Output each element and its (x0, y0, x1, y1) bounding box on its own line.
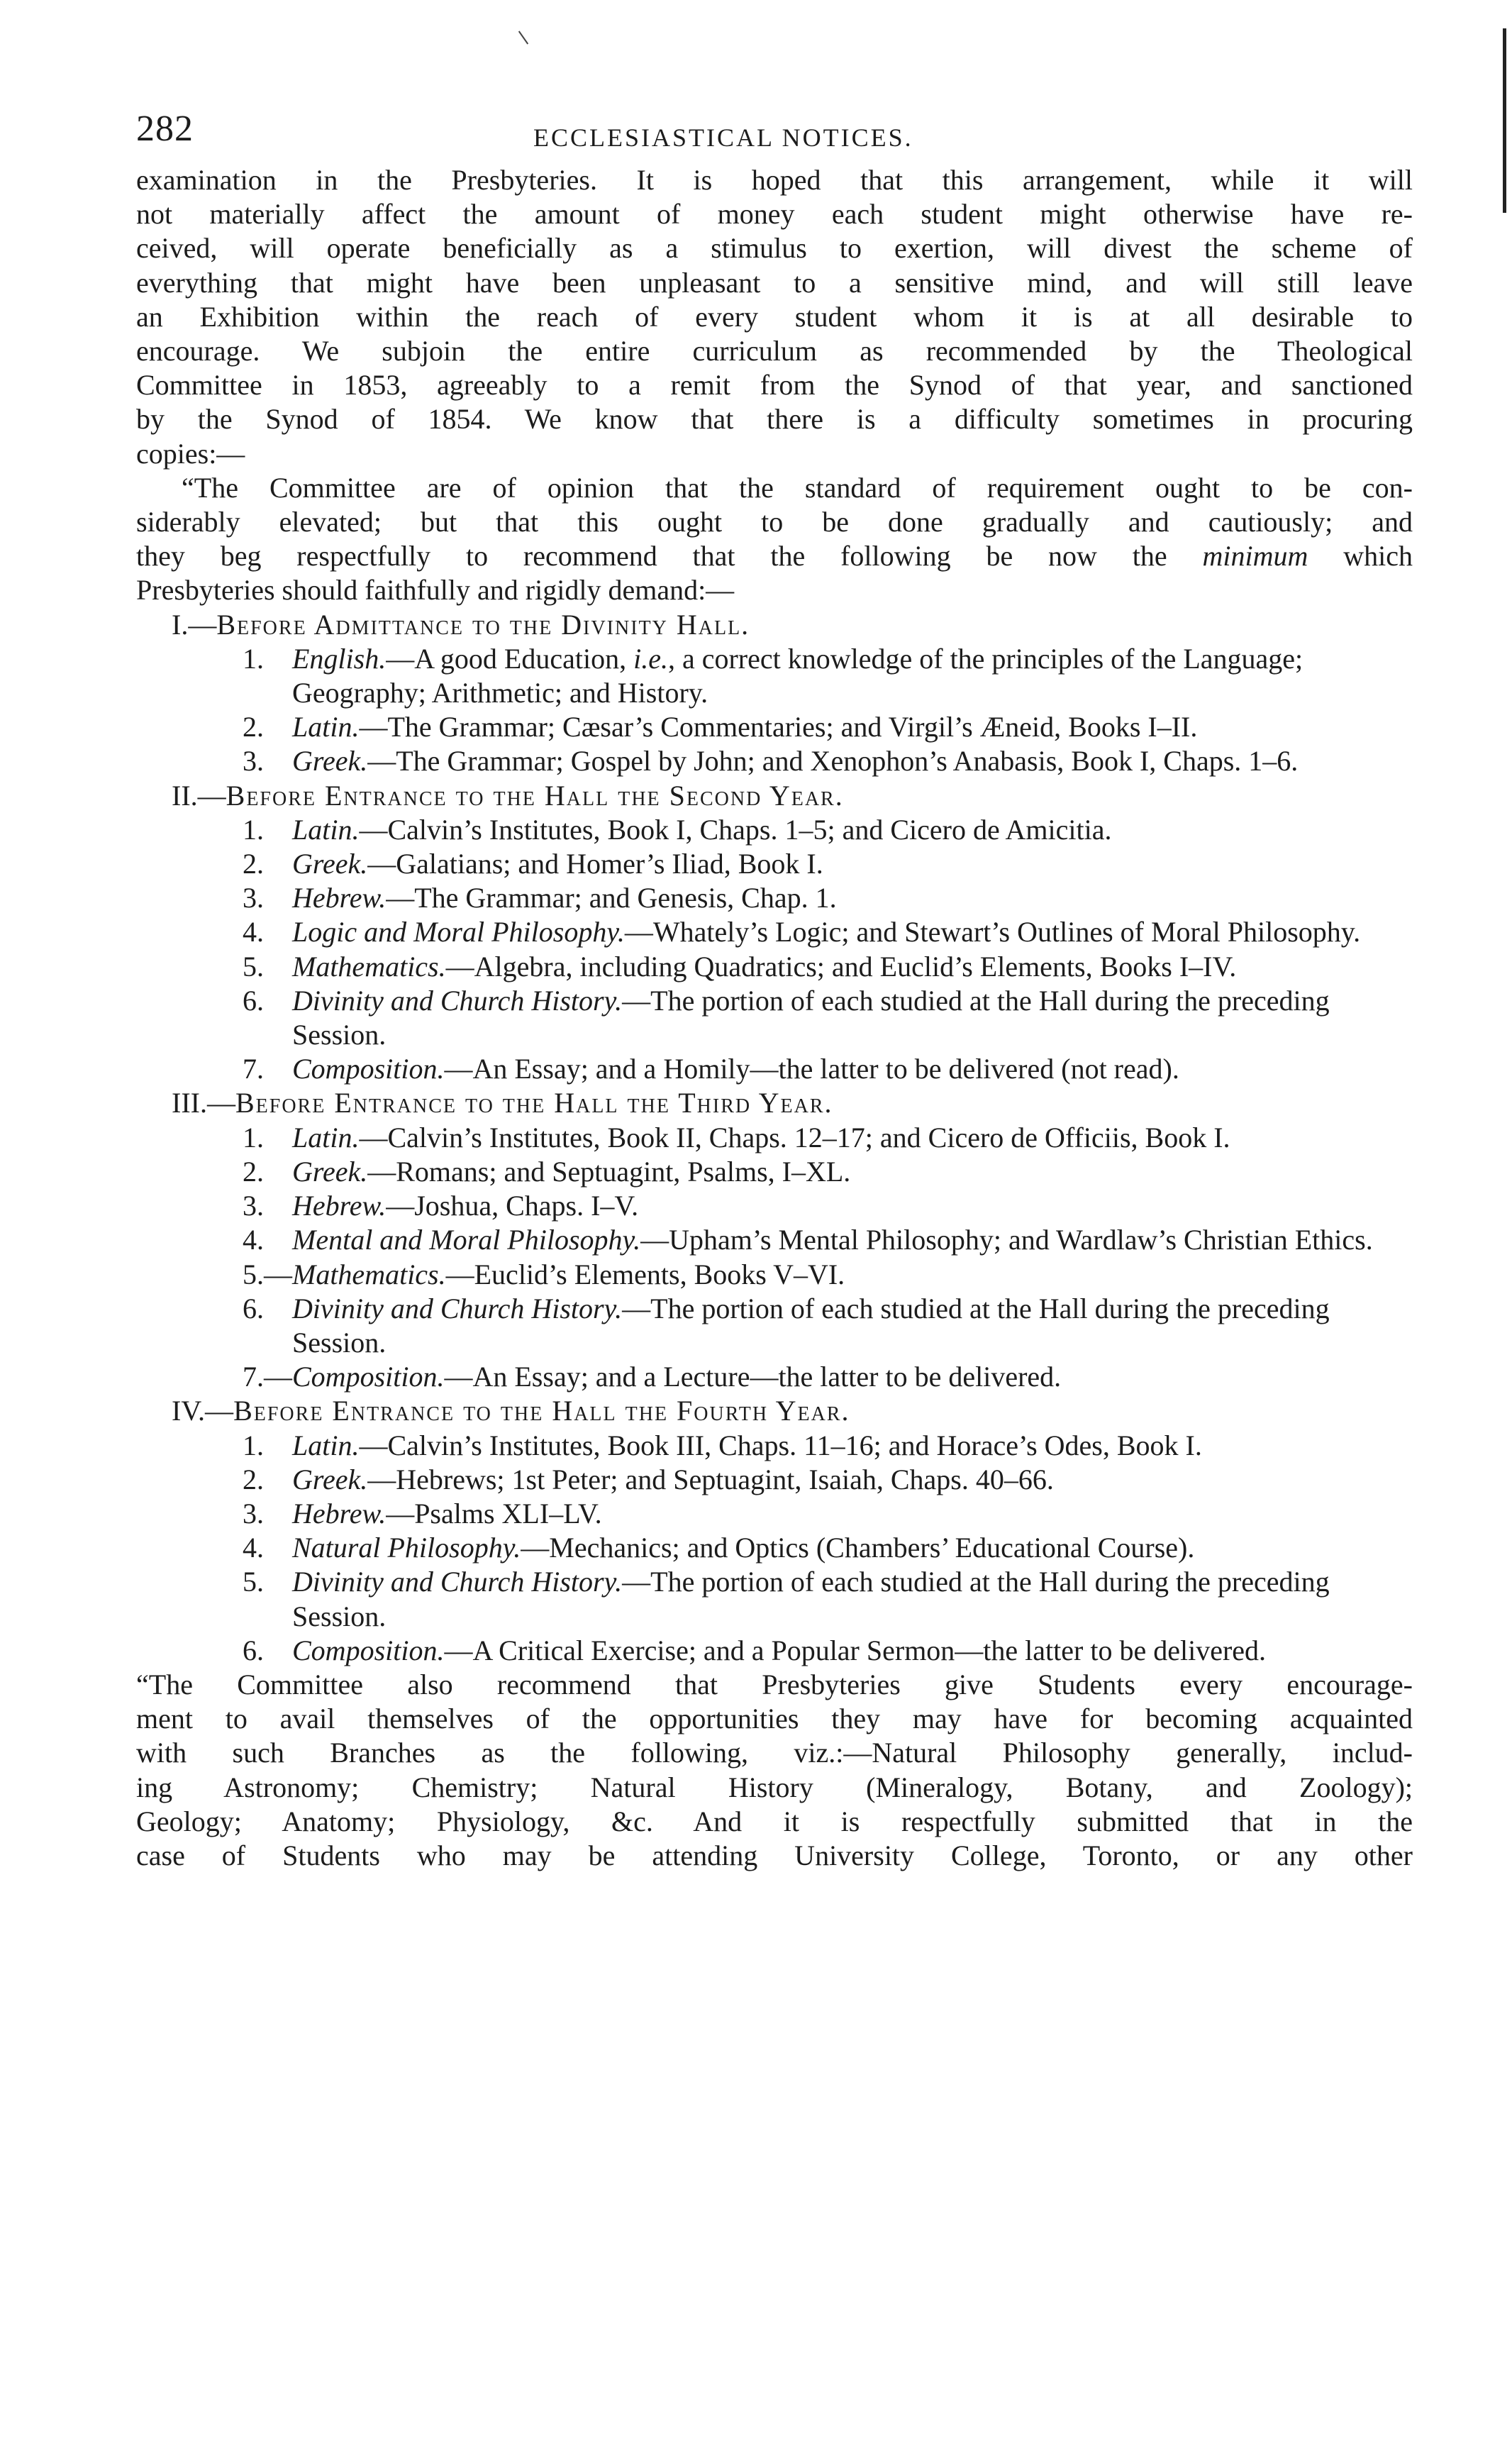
curriculum-item (136, 847, 1413, 881)
item-text: —An Essay; and a Homily—the latter to be delivered (not read). (444, 1053, 1179, 1085)
section-heading (136, 1086, 1413, 1120)
item-number: 4. (243, 1532, 264, 1564)
item-body (292, 1497, 1413, 1531)
item-subject: Mental and Moral Philosophy. (292, 1224, 641, 1256)
page-number: 282 (136, 109, 194, 149)
item-body (292, 1189, 1413, 1223)
curriculum-item (136, 915, 1413, 949)
section-numeral: II.— (172, 779, 226, 812)
item-body (292, 1052, 1413, 1086)
item-subject: Composition. (292, 1361, 445, 1393)
quote-line-text: which (1308, 540, 1413, 572)
quote-line (136, 539, 1413, 573)
item-body (292, 1258, 1413, 1292)
item-subject: Latin. (292, 711, 360, 743)
intro-line: an Exhibition within the reach of every student whom it is at all desirable to (136, 300, 1413, 333)
item-number: 6. (243, 1292, 264, 1324)
curriculum-item (136, 1565, 1413, 1633)
item-body (292, 1429, 1413, 1463)
item-body (292, 881, 1413, 915)
section-title: Before Admittance to the Divinity Hall. (216, 608, 750, 641)
item-text: —Whately’s Logic; and Stewart’s Outlines of Moral Philosophy. (624, 916, 1361, 948)
item-body (292, 1531, 1413, 1565)
curriculum-item (136, 1189, 1413, 1223)
closing-line: “The Committee also recommend that Presbyteries give Students every encourage- (136, 1668, 1413, 1700)
item-number: 2. (243, 1155, 264, 1188)
curriculum-item (136, 1463, 1413, 1497)
curriculum-item (136, 642, 1413, 710)
item-number: 5. (243, 950, 264, 983)
item-number: 3. (243, 1497, 264, 1529)
closing-line: case of Students who may be attending University College, Toronto, or any other (136, 1839, 1413, 1871)
curriculum-sections (136, 608, 1413, 1668)
closing-line: Geology; Anatomy; Physiology, &c. And it is respectfully submitted that in the (136, 1805, 1413, 1837)
item-subject: Latin. (292, 1121, 360, 1153)
item-subject: Divinity and Church History. (292, 1566, 623, 1598)
item-text: —Calvin’s Institutes, Book II, Chaps. 12–17; and Cicero de Officiis, Book I. (359, 1121, 1230, 1153)
item-body (292, 1223, 1413, 1257)
section-numeral: IV.— (172, 1395, 234, 1427)
item-body (292, 1565, 1413, 1633)
item-text: —The portion of each studied at the Hall during the preceding Session. (292, 1292, 1330, 1359)
item-text: —Romans; and Septuagint, Psalms, I–XL. (367, 1155, 851, 1188)
item-subject: Greek. (292, 745, 368, 778)
curriculum-item (136, 1634, 1413, 1668)
running-title: ECCLESIASTICAL NOTICES. (533, 123, 913, 152)
item-subject: Greek. (292, 1463, 368, 1495)
item-text: —Joshua, Chaps. I–V. (386, 1190, 639, 1222)
item-number: 3. (243, 1190, 264, 1222)
section-heading (136, 608, 1413, 642)
section-title: Before Entrance to the Hall the Third Year. (235, 1087, 833, 1119)
item-text: —Euclid’s Elements, Books V–VI. (445, 1258, 845, 1290)
curriculum-item (136, 984, 1413, 1052)
item-body (292, 744, 1413, 778)
item-body (292, 950, 1413, 984)
item-number: 3. (243, 745, 264, 778)
item-text: —The Grammar; Cæsar’s Commentaries; and Virgil’s Æneid, Books I–II. (359, 711, 1198, 743)
item-subject: Mathematics. (292, 1258, 446, 1290)
item-subject: Hebrew. (292, 1190, 387, 1222)
item-subject: Hebrew. (292, 882, 387, 914)
document-page (136, 106, 1413, 1873)
item-body (292, 642, 1413, 710)
curriculum-item (136, 1223, 1413, 1257)
section-numeral: I.— (172, 608, 217, 641)
closing-line: ing Astronomy; Chemistry; Natural History (Mineralogy, Botany, and Zoology); (136, 1771, 1413, 1803)
item-number: 1. (243, 642, 264, 675)
intro-line: Committee in 1853, agreeably to a remit from the Synod of that year, and sanctioned (136, 369, 1413, 402)
section-heading (136, 779, 1413, 813)
item-text: —The Grammar; Gospel by John; and Xenophon’s Anabasis, Book I, Chaps. 1–6. (367, 745, 1299, 778)
item-number: 7.— (243, 1361, 292, 1393)
item-body (292, 1155, 1413, 1189)
intro-line: encourage. We subjoin the entire curriculum as recommended by the Theological (136, 335, 1413, 367)
curriculum-item (136, 744, 1413, 778)
curriculum-item (136, 1497, 1413, 1531)
closing-line: ment to avail themselves of the opportunities they may have for becoming acquainted (136, 1703, 1413, 1735)
item-subject: Logic and Moral Philosophy. (292, 916, 625, 948)
ink-mark (518, 31, 528, 44)
closing-paragraph (136, 1668, 1413, 1873)
curriculum-item (136, 1531, 1413, 1565)
item-number: 4. (243, 1224, 264, 1256)
intro-paragraph (136, 163, 1413, 471)
item-subject: Natural Philosophy. (292, 1532, 521, 1564)
item-subject: Latin. (292, 813, 360, 846)
intro-line: by the Synod of 1854. We know that there is a difficulty sometimes in procuring (136, 403, 1413, 436)
curriculum-item (136, 813, 1413, 847)
item-body (292, 710, 1413, 744)
item-number: 1. (243, 1121, 264, 1153)
item-subject: Greek. (292, 848, 368, 880)
item-text: —Hebrews; 1st Peter; and Septuagint, Isaiah, Chaps. 40–66. (367, 1463, 1054, 1495)
curriculum-item (136, 1360, 1413, 1394)
item-body (292, 1121, 1413, 1155)
item-subject: Composition. (292, 1634, 445, 1666)
curriculum-item (136, 1429, 1413, 1463)
item-number: 2. (243, 848, 264, 880)
item-body (292, 1292, 1413, 1360)
item-body (292, 813, 1413, 847)
curriculum-item (136, 881, 1413, 915)
section-numeral: III.— (172, 1087, 235, 1119)
item-number: 6. (243, 984, 264, 1017)
item-subject: Mathematics. (292, 950, 446, 983)
item-number: 5. (243, 1566, 264, 1598)
item-body (292, 847, 1413, 881)
item-subject: English. (292, 642, 387, 675)
page-header (136, 106, 1413, 163)
item-text: —A Critical Exercise; and a Popular Sermon—the latter to be delivered. (444, 1634, 1267, 1666)
item-text: —Calvin’s Institutes, Book I, Chaps. 1–5; and Cicero de Amicitia. (359, 813, 1112, 846)
item-number: 7. (243, 1053, 264, 1085)
item-body (292, 1463, 1413, 1497)
item-subject: Divinity and Church History. (292, 1292, 623, 1324)
item-text: —A good Education, (386, 642, 634, 675)
closing-line: with such Branches as the following, viz.:—Natural Philosophy generally, includ- (136, 1737, 1413, 1769)
intro-line: everything that might have been unpleasant to a sensitive mind, and will still leave (136, 266, 1413, 299)
item-text: —An Essay; and a Lecture—the latter to be delivered. (444, 1361, 1062, 1393)
item-body (292, 984, 1413, 1052)
curriculum-item (136, 1121, 1413, 1155)
quote-paragraph (136, 471, 1413, 608)
curriculum-item (136, 1052, 1413, 1086)
curriculum-item (136, 950, 1413, 984)
item-number: 1. (243, 813, 264, 846)
curriculum-item (136, 1258, 1413, 1292)
item-text-italic: i.e. (633, 642, 668, 675)
item-subject: Hebrew. (292, 1497, 387, 1529)
item-number: 2. (243, 711, 264, 743)
item-number: 2. (243, 1463, 264, 1495)
item-text: —Calvin’s Institutes, Book III, Chaps. 11–16; and Horace’s Odes, Book I. (359, 1429, 1202, 1461)
item-subject: Greek. (292, 1155, 368, 1188)
item-text: , a correct knowledge of the principles of the Language; Geography; Arithmetic; and History. (292, 642, 1303, 709)
quote-line: Presbyteries should faithfully and rigidly demand:— (136, 574, 735, 607)
section-title: Before Entrance to the Hall the Second Year. (226, 779, 844, 812)
margin-rule (1503, 28, 1506, 213)
intro-line: not materially affect the amount of money each student might otherwise have re- (136, 198, 1413, 231)
item-number: 4. (243, 916, 264, 948)
item-text: —The Grammar; and Genesis, Chap. 1. (386, 882, 837, 914)
item-number: 5.— (243, 1258, 292, 1290)
quote-line-text: they beg respectfully to recommend that the following be now the (136, 540, 1203, 572)
item-text: —Algebra, including Quadratics; and Euclid’s Elements, Books I–IV. (445, 950, 1237, 983)
item-text: —Galatians; and Homer’s Iliad, Book I. (367, 848, 823, 880)
item-text: —Psalms XLI–LV. (386, 1497, 602, 1529)
item-body (292, 1360, 1413, 1394)
item-text: —The portion of each studied at the Hall during the preceding Session. (292, 984, 1330, 1051)
curriculum-item (136, 1155, 1413, 1189)
curriculum-item (136, 710, 1413, 744)
item-text: —The portion of each studied at the Hall during the preceding Session. (292, 1566, 1330, 1632)
section-title: Before Entrance to the Hall the Fourth Year. (233, 1395, 850, 1427)
intro-line: copies:— (136, 437, 245, 470)
item-subject: Divinity and Church History. (292, 984, 623, 1017)
emphasis-minimum: minimum (1202, 540, 1308, 572)
item-body (292, 915, 1413, 949)
item-number: 1. (243, 1429, 264, 1461)
item-text: —Mechanics; and Optics (Chambers’ Educational Course). (521, 1532, 1195, 1564)
quote-line: “The Committee are of opinion that the standard of requirement ought to be con- (182, 471, 1413, 504)
item-number: 3. (243, 882, 264, 914)
item-text: —Upham’s Mental Philosophy; and Wardlaw’s Christian Ethics. (640, 1224, 1373, 1256)
intro-line: examination in the Presbyteries. It is hoped that this arrangement, while it will (136, 164, 1413, 196)
item-body (292, 1634, 1413, 1668)
section-heading (136, 1394, 1413, 1428)
item-subject: Latin. (292, 1429, 360, 1461)
intro-line: ceived, will operate beneficially as a stimulus to exertion, will divest the scheme of (136, 232, 1413, 265)
item-number: 6. (243, 1634, 264, 1666)
item-subject: Composition. (292, 1053, 445, 1085)
curriculum-item (136, 1292, 1413, 1360)
quote-line: siderably elevated; but that this ought to be done gradually and cautiously; and (136, 506, 1413, 538)
